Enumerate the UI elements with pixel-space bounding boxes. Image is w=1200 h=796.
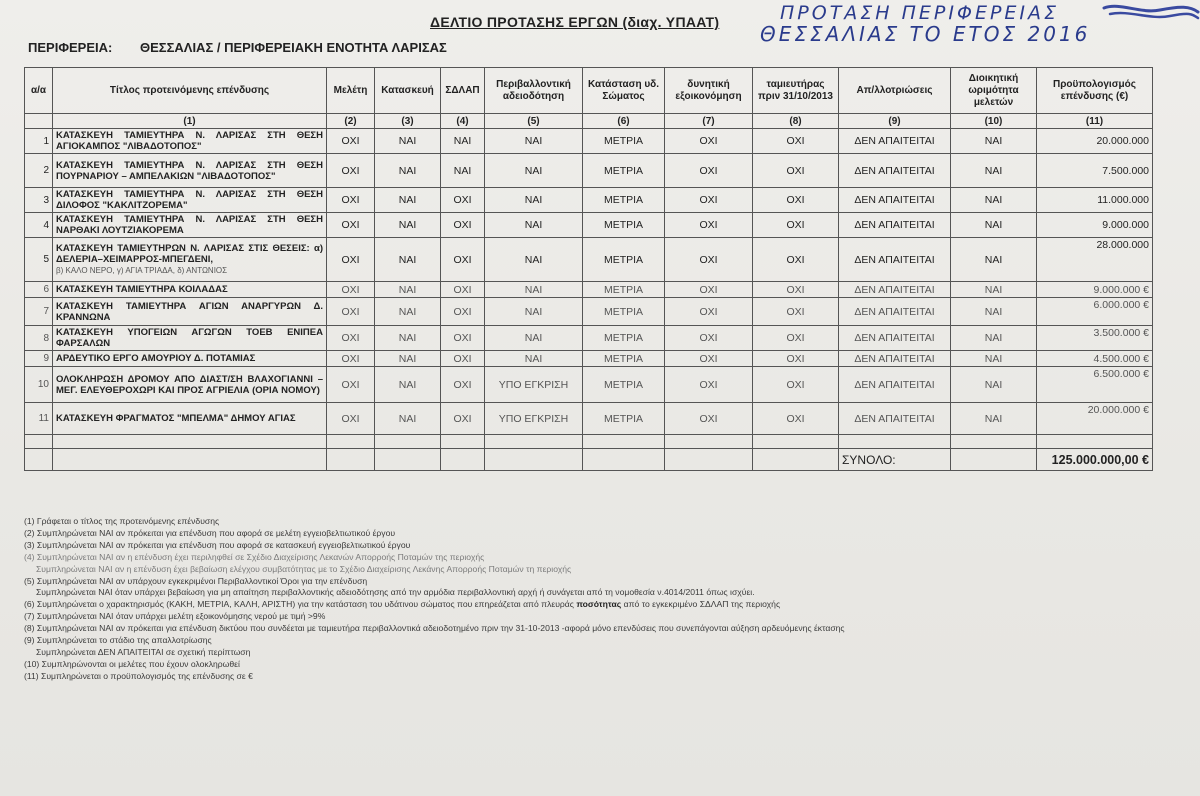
cell-budget: 28.000.000 (1037, 238, 1153, 282)
cell-construction: ΝΑΙ (375, 367, 441, 403)
cell-savings: ΟΧΙ (665, 403, 753, 435)
cell-water-state: ΜΕΤΡΙΑ (583, 213, 665, 238)
footnote-part: από το εγκεκριμένο ΣΔΛΑΠ της περιοχής (623, 599, 781, 610)
header-water-state: Κατάσταση υδ. Σώματος (583, 68, 665, 114)
footnote: (9) Συμπληρώνεται το στάδιο της απαλλοτρίωσης (24, 635, 212, 646)
footnote: (8) Συμπληρώνεται ΝΑΙ αν πρόκειται για επένδυση δικτύου που συνδέεται με ταμιευτήρα περιβαλλοντικά αδειοδοτημένο πριν την 31-10-2013 -αφορά μόνο επενδύσεις που συνεπάγονται αύξηση αρδευόμενης έκτασης (24, 623, 845, 634)
footnote: (5) Συμπληρώνεται ΝΑΙ αν υπάρχουν εγκεκριμένοι Περιβαλλοντικοί Όροι για την επένδυση (24, 575, 368, 586)
total-label: ΣΥΝΟΛΟ: (839, 449, 951, 471)
cell-env-permit: ΝΑΙ (485, 326, 583, 351)
cell-expropriations: ΔΕΝ ΑΠΑΙΤΕΙΤΑΙ (839, 326, 951, 351)
cell-maturity: ΝΑΙ (951, 188, 1037, 213)
works-table (24, 67, 1153, 471)
cell-savings: ΟΧΙ (665, 213, 753, 238)
cell-env-permit: ΝΑΙ (485, 129, 583, 154)
row-number: 1 (25, 129, 53, 154)
row-title (53, 326, 327, 351)
cell-study: ΟΧΙ (327, 403, 375, 435)
colnum-8: (8) (753, 114, 839, 129)
row-title (53, 351, 327, 367)
cell-construction: ΝΑΙ (375, 129, 441, 154)
column-number-row (25, 114, 1153, 129)
cell-sdlap: ΟΧΙ (441, 403, 485, 435)
row-title (53, 188, 327, 213)
cell-reservoir: ΟΧΙ (753, 351, 839, 367)
cell-expropriations: ΔΕΝ ΑΠΑΙΤΕΙΤΑΙ (839, 129, 951, 154)
cell-sdlap: ΟΧΙ (441, 351, 485, 367)
row-title (53, 298, 327, 326)
colnum-4: (4) (441, 114, 485, 129)
footnote: Συμπληρώνεται ΝΑΙ αν η επένδυση έχει βεβαίωση ελέγχου συμβατότητας με το Σχέδιο Διαχείρισης Λεκάνης Απορροής Ποταμών τη περιοχής (36, 563, 572, 574)
cell-study: ΟΧΙ (327, 188, 375, 213)
row-number: 11 (25, 403, 53, 435)
cell-maturity: ΝΑΙ (951, 282, 1037, 298)
cell-savings: ΟΧΙ (665, 326, 753, 351)
table-row (25, 154, 1153, 188)
cell-reservoir: ΟΧΙ (753, 403, 839, 435)
footnote-bold: ποσότητας (576, 599, 622, 610)
colnum-10: (10) (951, 114, 1037, 129)
cell-savings: ΟΧΙ (665, 238, 753, 282)
cell-study: ΟΧΙ (327, 351, 375, 367)
cell-reservoir: ΟΧΙ (753, 154, 839, 188)
cell-env-permit: ΝΑΙ (485, 188, 583, 213)
table-row (25, 403, 1153, 435)
cell-maturity: ΝΑΙ (951, 129, 1037, 154)
cell-reservoir: ΟΧΙ (753, 188, 839, 213)
row-number: 6 (25, 282, 53, 298)
cell-study: ΟΧΙ (327, 238, 375, 282)
footnotes (24, 516, 1174, 683)
cell-study: ΟΧΙ (327, 326, 375, 351)
footnote: (11) Συμπληρώνεται ο προϋπολογισμός της επένδυσης σε € (24, 670, 253, 681)
cell-study: ΟΧΙ (327, 367, 375, 403)
row-title-text: ΑΡΔΕΥΤΙΚΟ ΕΡΓΟ ΑΜΟΥΡΙΟΥ Δ. ΠΟΤΑΜΙΑΣ (56, 353, 256, 364)
header-study: Μελέτη (327, 68, 375, 114)
row-number: 9 (25, 351, 53, 367)
cell-construction: ΝΑΙ (375, 326, 441, 351)
table-body (25, 129, 1153, 435)
cell-water-state: ΜΕΤΡΙΑ (583, 188, 665, 213)
colnum-empty (25, 114, 53, 129)
cell-env-permit: ΝΑΙ (485, 154, 583, 188)
row-title (53, 367, 327, 403)
cell-reservoir: ΟΧΙ (753, 326, 839, 351)
cell-expropriations: ΔΕΝ ΑΠΑΙΤΕΙΤΑΙ (839, 403, 951, 435)
cell-maturity: ΝΑΙ (951, 367, 1037, 403)
colnum-7: (7) (665, 114, 753, 129)
cell-reservoir: ΟΧΙ (753, 367, 839, 403)
cell-water-state: ΜΕΤΡΙΑ (583, 129, 665, 154)
cell-water-state: ΜΕΤΡΙΑ (583, 154, 665, 188)
row-title (53, 238, 327, 282)
cell-construction: ΝΑΙ (375, 298, 441, 326)
row-number: 5 (25, 238, 53, 282)
row-title-subtext: β) ΚΑΛΟ ΝΕΡΟ, γ) ΑΓΙΑ ΤΡΙΑΔΑ, δ) ΑΝΤΩΝΙΟΣ (56, 266, 228, 275)
cell-sdlap: ΟΧΙ (441, 188, 485, 213)
row-title-text: ΚΑΤΑΣΚΕΥΗ ΤΑΜΙΕΥΤΗΡΩΝ Ν. ΛΑΡΙΣΑΣ ΣΤΙΣ ΘΕΣΕΙΣ: α) ΔΕΛΕΡΙΑ–ΧΕΙΜΑΡΡΟΣ-ΜΠΕΓΔΕΝΙ, (56, 243, 323, 265)
cell-study: ΟΧΙ (327, 129, 375, 154)
region-value: ΘΕΣΣΑΛΙΑΣ / ΠΕΡΙΦΕΡΕΙΑΚΗ ΕΝΟΤΗΤΑ ΛΑΡΙΣΑΣ (140, 40, 447, 55)
cell-budget: 3.500.000 € (1037, 326, 1153, 351)
cell-reservoir: ΟΧΙ (753, 282, 839, 298)
total-row (25, 449, 1153, 471)
colnum-3: (3) (375, 114, 441, 129)
cell-water-state: ΜΕΤΡΙΑ (583, 367, 665, 403)
cell-expropriations: ΔΕΝ ΑΠΑΙΤΕΙΤΑΙ (839, 154, 951, 188)
row-title-text: ΚΑΤΑΣΚΕΥΗ ΤΑΜΙΕΥΤΗΡΑ Ν. ΛΑΡΙΣΑΣ ΣΤΗ ΘΕΣΗ ΑΓΙΟΚΑΜΠΟΣ "ΛΙΒΑΔΟΤΟΠΟΣ" (56, 130, 323, 152)
cell-env-permit: ΝΑΙ (485, 282, 583, 298)
cell-construction: ΝΑΙ (375, 351, 441, 367)
footnote: (2) Συμπληρώνεται ΝΑΙ αν πρόκειται για επένδυση που αφορά σε μελέτη εγγειοβελτιωτικού έργου (24, 527, 396, 538)
table-header-row (25, 68, 1153, 114)
cell-water-state: ΜΕΤΡΙΑ (583, 326, 665, 351)
cell-maturity: ΝΑΙ (951, 238, 1037, 282)
row-number: 2 (25, 154, 53, 188)
cell-sdlap: ΟΧΙ (441, 213, 485, 238)
cell-sdlap: ΟΧΙ (441, 238, 485, 282)
row-number: 3 (25, 188, 53, 213)
cell-maturity: ΝΑΙ (951, 403, 1037, 435)
cell-water-state: ΜΕΤΡΙΑ (583, 282, 665, 298)
footnote: (4) Συμπληρώνεται ΝΑΙ αν η επένδυση έχει περιληφθεί σε Σχέδιο Διαχείρισης Λεκανών Απορροής Ποταμών της περιοχής (24, 551, 485, 562)
table-row (25, 188, 1153, 213)
total-value: 125.000.000,00 € (1037, 449, 1153, 471)
ink-scribble (1100, 0, 1200, 26)
row-title (53, 282, 327, 298)
cell-env-permit: ΥΠΟ ΕΓΚΡΙΣΗ (485, 403, 583, 435)
row-title (53, 403, 327, 435)
header-budget: Προϋπολογισμός επένδυσης (€) (1037, 68, 1153, 114)
cell-savings: ΟΧΙ (665, 282, 753, 298)
header-title: Τίτλος προτεινόμενης επένδυσης (53, 68, 327, 114)
cell-maturity: ΝΑΙ (951, 326, 1037, 351)
header-construction: Κατασκευή (375, 68, 441, 114)
cell-construction: ΝΑΙ (375, 213, 441, 238)
row-title-text: ΚΑΤΑΣΚΕΥΗ ΦΡΑΓΜΑΤΟΣ "ΜΠΕΛΜΑ" ΔΗΜΟΥ ΑΓΙΑΣ (56, 413, 296, 424)
header-maturity: Διοικητική ωριμότητα μελετών (951, 68, 1037, 114)
cell-expropriations: ΔΕΝ ΑΠΑΙΤΕΙΤΑΙ (839, 351, 951, 367)
cell-water-state: ΜΕΤΡΙΑ (583, 298, 665, 326)
cell-water-state: ΜΕΤΡΙΑ (583, 351, 665, 367)
cell-env-permit: ΝΑΙ (485, 298, 583, 326)
row-title (53, 154, 327, 188)
header-env-permit: Περιβαλλοντική αδειοδότηση (485, 68, 583, 114)
cell-budget: 7.500.000 (1037, 154, 1153, 188)
row-number: 4 (25, 213, 53, 238)
cell-sdlap: ΟΧΙ (441, 282, 485, 298)
cell-study: ΟΧΙ (327, 213, 375, 238)
row-title (53, 129, 327, 154)
cell-budget: 20.000.000 € (1037, 403, 1153, 435)
cell-expropriations: ΔΕΝ ΑΠΑΙΤΕΙΤΑΙ (839, 213, 951, 238)
table-row (25, 367, 1153, 403)
cell-study: ΟΧΙ (327, 154, 375, 188)
cell-budget: 9.000.000 € (1037, 282, 1153, 298)
table-row (25, 238, 1153, 282)
row-title-text: ΟΛΟΚΛΗΡΩΣΗ ΔΡΟΜΟΥ ΑΠΟ ΔΙΑΣΤ/ΣΗ ΒΛΑΧΟΓΙΑΝΝΙ – ΜΕΓ. ΕΛΕΥΘΕΡΟΧΩΡΙ ΚΑΙ ΠΡΟΣ ΑΓΡΙΕΛΙΑ (ΟΡΙΑ ΝΟΜΟΥ) (56, 373, 323, 396)
document-title: ΔΕΛΤΙΟ ΠΡΟΤΑΣΗΣ ΕΡΓΩΝ (διαχ. ΥΠΑΑΤ) (430, 14, 720, 30)
cell-expropriations: ΔΕΝ ΑΠΑΙΤΕΙΤΑΙ (839, 298, 951, 326)
cell-budget: 6.500.000 € (1037, 367, 1153, 403)
footnote: (3) Συμπληρώνεται ΝΑΙ αν πρόκειται για επένδυση που αφορά σε κατασκευή εγγειοβελτιωτικού έργου (24, 539, 411, 550)
cell-maturity: ΝΑΙ (951, 154, 1037, 188)
cell-env-permit: ΝΑΙ (485, 213, 583, 238)
cell-savings: ΟΧΙ (665, 351, 753, 367)
cell-sdlap: ΟΧΙ (441, 326, 485, 351)
header-reservoir: ταμιευτήρας πριν 31/10/2013 (753, 68, 839, 114)
header-aa: α/α (25, 68, 53, 114)
cell-savings: ΟΧΙ (665, 129, 753, 154)
cell-env-permit: ΝΑΙ (485, 351, 583, 367)
cell-sdlap: ΝΑΙ (441, 154, 485, 188)
row-title (53, 213, 327, 238)
cell-expropriations: ΔΕΝ ΑΠΑΙΤΕΙΤΑΙ (839, 367, 951, 403)
handwritten-note-line1: ΠΡΟΤΑΣΗ ΠΕΡΙΦΕΡΕΙΑΣ (780, 2, 1060, 24)
cell-env-permit: ΝΑΙ (485, 238, 583, 282)
cell-reservoir: ΟΧΙ (753, 213, 839, 238)
colnum-5: (5) (485, 114, 583, 129)
cell-savings: ΟΧΙ (665, 298, 753, 326)
footnote: (7) Συμπληρώνεται ΝΑΙ όταν υπάρχει μελέτη εξοικονόμησης νερού με τιμή >9% (24, 611, 326, 622)
footnote: (1) Γράφεται ο τίτλος της προτεινόμενης επένδυσης (24, 516, 220, 526)
cell-maturity: ΝΑΙ (951, 298, 1037, 326)
colnum-6: (6) (583, 114, 665, 129)
colnum-2: (2) (327, 114, 375, 129)
cell-construction: ΝΑΙ (375, 188, 441, 213)
cell-savings: ΟΧΙ (665, 188, 753, 213)
colnum-1: (1) (53, 114, 327, 129)
cell-sdlap: ΟΧΙ (441, 367, 485, 403)
row-title-text: ΚΑΤΑΣΚΕΥΗ ΤΑΜΙΕΥΤΗΡΑ Ν. ΛΑΡΙΣΑΣ ΣΤΗ ΘΕΣΗ ΔΙΛΟΦΟΣ "ΚΑΚΛΙΤΖΟΡΕΜΑ" (56, 189, 323, 211)
cell-savings: ΟΧΙ (665, 367, 753, 403)
footnote: Συμπληρώνεται ΔΕΝ ΑΠΑΙΤΕΙΤΑΙ σε σχετική περίπτωση (36, 646, 251, 657)
table-row (25, 351, 1153, 367)
table-row (25, 298, 1153, 326)
empty-row (25, 435, 1153, 449)
cell-reservoir: ΟΧΙ (753, 238, 839, 282)
row-title-text: ΚΑΤΑΣΚΕΥΗ ΤΑΜΙΕΥΤΗΡΑ Ν. ΛΑΡΙΣΑΣ ΣΤΗ ΘΕΣΗ ΠΟΥΡΝΑΡΙΟΥ – ΑΜΠΕΛΑΚΙΩΝ "ΛΙΒΑΔΟΤΟΠΟΣ" (56, 159, 323, 182)
cell-savings: ΟΧΙ (665, 154, 753, 188)
cell-construction: ΝΑΙ (375, 282, 441, 298)
header-expropriations: Απ/λλοτριώσεις (839, 68, 951, 114)
handwritten-note-line2: ΘΕΣΣΑΛΙΑΣ ΤΟ ΕΤΟΣ 2016 (760, 22, 1091, 46)
cell-maturity: ΝΑΙ (951, 213, 1037, 238)
footnote: (10) Συμπληρώνονται οι μελέτες που έχουν ολοκληρωθεί (24, 658, 240, 669)
row-number: 10 (25, 367, 53, 403)
cell-construction: ΝΑΙ (375, 154, 441, 188)
cell-sdlap: ΝΑΙ (441, 129, 485, 154)
row-number: 7 (25, 298, 53, 326)
cell-reservoir: ΟΧΙ (753, 298, 839, 326)
row-title-text: ΚΑΤΑΣΚΕΥΗ ΤΑΜΙΕΥΤΗΡΑ Ν. ΛΑΡΙΣΑΣ ΣΤΗ ΘΕΣΗ ΝΑΡΘΑΚΙ ΛΟΥΤΖΙΑΚΟΡΕΜΑ (56, 214, 323, 236)
table-row (25, 129, 1153, 154)
colnum-11: (11) (1037, 114, 1153, 129)
region-label: ΠΕΡΙΦΕΡΕΙΑ: (28, 40, 113, 55)
footnote (24, 599, 1174, 611)
cell-construction: ΝΑΙ (375, 403, 441, 435)
cell-sdlap: ΟΧΙ (441, 298, 485, 326)
table-row (25, 282, 1153, 298)
footnote-part: (6) Συμπληρώνεται ο χαρακτηρισμός (ΚΑΚΗ, ΜΕΤΡΙΑ, ΚΑΛΗ, ΑΡΙΣΤΗ) για την κατάσταση του υδάτινου σώματος που επηρεάζεται από πλευράς (24, 599, 574, 610)
cell-expropriations: ΔΕΝ ΑΠΑΙΤΕΙΤΑΙ (839, 238, 951, 282)
cell-budget: 6.000.000 € (1037, 298, 1153, 326)
row-title-text: ΚΑΤΑΣΚΕΥΗ ΤΑΜΙΕΥΤΗΡΑ ΑΓΙΩΝ ΑΝΑΡΓΥΡΩΝ Δ. ΚΡΑΝΝΩΝΑ (56, 300, 323, 323)
footnote: Συμπληρώνεται ΝΑΙ όταν υπάρχει βεβαίωση για μη απαίτηση περιβαλλοντικής αδειοδότησης από την αρμόδια περιβαλλοντική αρχή ή συνάγεται από τη νομοθεσία ν.4014/2011 όπως ισχύει. (36, 587, 755, 598)
colnum-9: (9) (839, 114, 951, 129)
cell-budget: 4.500.000 € (1037, 351, 1153, 367)
row-number: 8 (25, 326, 53, 351)
cell-construction: ΝΑΙ (375, 238, 441, 282)
cell-env-permit: ΥΠΟ ΕΓΚΡΙΣΗ (485, 367, 583, 403)
table-row (25, 326, 1153, 351)
cell-study: ΟΧΙ (327, 282, 375, 298)
cell-budget: 20.000.000 (1037, 129, 1153, 154)
cell-expropriations: ΔΕΝ ΑΠΑΙΤΕΙΤΑΙ (839, 282, 951, 298)
header-sdlap: ΣΔΛΑΠ (441, 68, 485, 114)
cell-expropriations: ΔΕΝ ΑΠΑΙΤΕΙΤΑΙ (839, 188, 951, 213)
cell-maturity: ΝΑΙ (951, 351, 1037, 367)
table-row (25, 213, 1153, 238)
cell-study: ΟΧΙ (327, 298, 375, 326)
cell-water-state: ΜΕΤΡΙΑ (583, 238, 665, 282)
cell-budget: 11.000.000 (1037, 188, 1153, 213)
row-title-text: ΚΑΤΑΣΚΕΥΗ ΥΠΟΓΕΙΩΝ ΑΓΩΓΩΝ ΤΟΕΒ ΕΝΙΠΕΑ ΦΑΡΣΑΛΩΝ (56, 327, 323, 349)
cell-budget: 9.000.000 (1037, 213, 1153, 238)
cell-water-state: ΜΕΤΡΙΑ (583, 403, 665, 435)
cell-reservoir: ΟΧΙ (753, 129, 839, 154)
row-title-text: ΚΑΤΑΣΚΕΥΗ ΤΑΜΙΕΥΤΗΡΑ ΚΟΙΛΑΔΑΣ (56, 284, 228, 295)
header-savings: δυνητική εξοικονόμηση (665, 68, 753, 114)
